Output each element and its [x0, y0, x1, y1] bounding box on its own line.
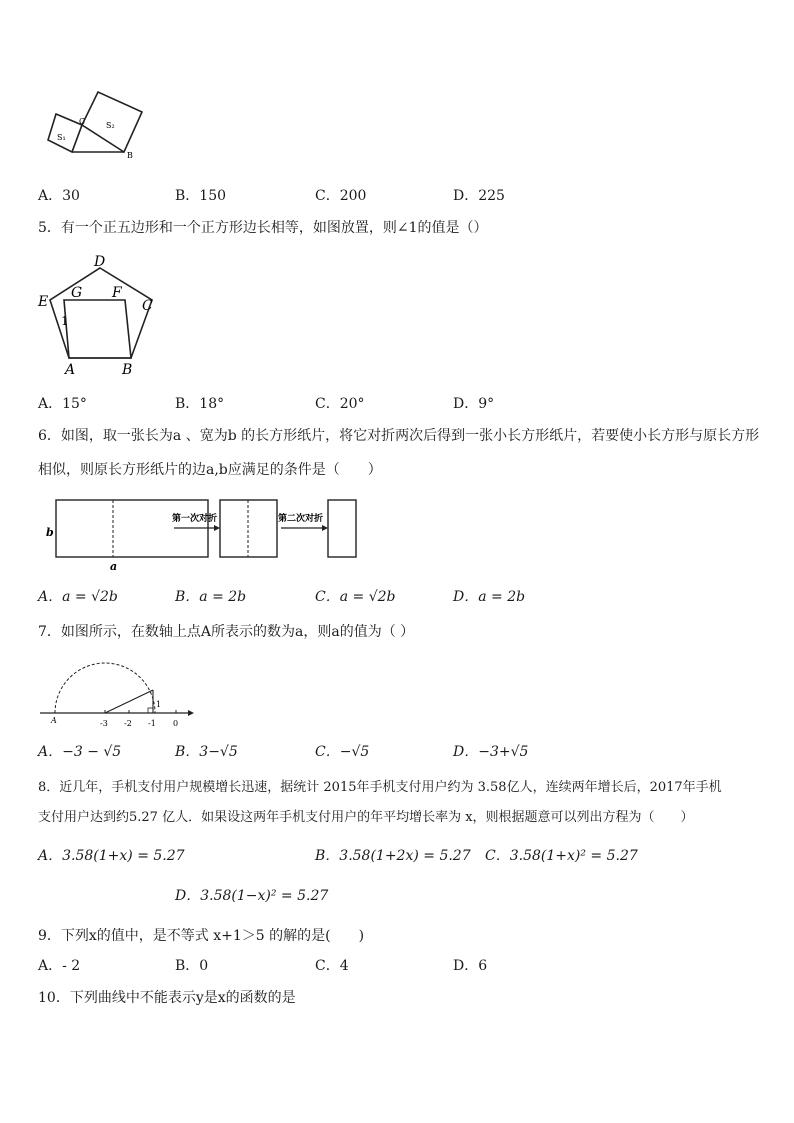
q5-label-g: G — [71, 285, 83, 301]
q4-option-a[interactable]: A．30 — [38, 188, 80, 204]
q8-option-d[interactable]: D．3.58(1−x)² = 5.27 — [175, 888, 329, 904]
q7-option-b[interactable]: B．3−√5 — [175, 744, 238, 760]
q6-option-b[interactable]: B．a = 2b — [175, 589, 247, 605]
q4-option-c[interactable]: C．200 — [315, 188, 367, 204]
q6-figure — [38, 496, 368, 576]
q4-label-c: C — [79, 117, 86, 126]
q6-label-a: a — [110, 560, 118, 573]
q8-option-c[interactable]: C．3.58(1+x)² = 5.27 — [485, 848, 638, 864]
q6-option-c[interactable]: C．a = √2b — [315, 589, 396, 605]
q7-stem: 7．如图所示，在数轴上点A所表示的数为a，则a的值为（ ） — [38, 624, 415, 640]
q5-label-c: C — [142, 298, 153, 314]
q8-option-b[interactable]: B．3.58(1+2x) = 5.27 — [315, 848, 471, 864]
q5-option-d[interactable]: D．9° — [453, 396, 495, 412]
q4-option-b[interactable]: B．150 — [175, 188, 227, 204]
q7-label-one: 1 — [156, 700, 162, 709]
q5-label-f: F — [112, 285, 122, 301]
q6-option-d[interactable]: D．a = 2b — [453, 589, 526, 605]
q6-option-a[interactable]: A．a = √2b — [38, 589, 118, 605]
q5-square — [64, 300, 131, 358]
q9-option-b[interactable]: B．0 — [175, 958, 209, 974]
q7-label-zero: 0 — [173, 719, 179, 728]
q6-stem-line2: 相似，则原长方形纸片的边a,b应满足的条件是（ ） — [38, 462, 382, 478]
q4-label-s2: S₂ — [106, 121, 115, 130]
q10-stem: 10．下列曲线中不能表示y是x的函数的是 — [38, 990, 296, 1006]
q6-stem-line1: 6．如图，取一张长为a 、宽为b 的长方形纸片，将它对折两次后得到一张小长方形纸片，若要使小长方形与原长方形 — [38, 428, 760, 444]
q4-label-s1: S₁ — [57, 133, 66, 142]
q5-label-d: D — [94, 254, 106, 270]
q7-option-c[interactable]: C．−√5 — [315, 744, 370, 760]
q4-label-b: B — [127, 151, 133, 160]
q7-label-n3: -3 — [100, 719, 108, 728]
q6-folded-once-rect — [220, 500, 277, 557]
q9-stem: 9．下列x的值中，是不等式 x+1＞5 的解的是( ) — [38, 928, 365, 944]
q9-option-c[interactable]: C．4 — [315, 958, 349, 974]
q6-folded-twice-rect — [328, 500, 356, 557]
q5-label-e: E — [38, 294, 49, 310]
q7-label-n1: -1 — [148, 719, 156, 728]
q7-dashed-arc — [55, 663, 155, 713]
q5-stem: 5．有一个正五边形和一个正方形边长相等，如图放置，则∠1的值是（） — [38, 220, 488, 236]
q5-option-b[interactable]: B．18° — [175, 396, 225, 412]
q7-label-n2: -2 — [124, 719, 132, 728]
q5-option-c[interactable]: C．20° — [315, 396, 365, 412]
q8-option-a[interactable]: A．3.58(1+x) = 5.27 — [38, 848, 185, 864]
q5-option-a[interactable]: A．15° — [38, 396, 87, 412]
q7-label-a: A — [51, 716, 57, 725]
q6-second-fold-label: 第二次对折 — [278, 514, 324, 524]
q7-hypotenuse — [105, 690, 153, 713]
q7-option-d[interactable]: D．−3+√5 — [453, 744, 529, 760]
q6-arrow-1-head — [214, 525, 220, 531]
q8-stem-line1: 8．近几年，手机支付用户规模增长迅速，据统计 2015年手机支付用户约为 3.58亿人，连续两年增长后，2017年手机 — [38, 780, 722, 795]
q7-axis-arrow — [188, 710, 194, 716]
q4-figure — [38, 90, 148, 165]
q8-stem-line2: 支付用户达到约5.27 亿人．如果设这两年手机支付用户的年平均增长率为 x，则根据题意可以列出方程为（ ） — [38, 810, 694, 825]
q5-label-1: 1 — [61, 314, 69, 328]
q5-label-b: B — [122, 362, 133, 378]
q4-option-d[interactable]: D．225 — [453, 188, 505, 204]
q4-triangle-side — [72, 125, 82, 152]
q5-figure — [38, 252, 168, 377]
q5-label-a: A — [65, 362, 76, 378]
q9-option-a[interactable]: A．- 2 — [38, 958, 81, 974]
q6-first-fold-label: 第一次对折 — [172, 514, 218, 524]
q9-option-d[interactable]: D．6 — [453, 958, 488, 974]
q6-label-b: b — [46, 526, 54, 539]
q7-option-a[interactable]: A．−3 − √5 — [38, 744, 122, 760]
q7-right-angle-mark — [148, 708, 153, 713]
q7-figure — [38, 646, 198, 730]
q6-arrow-2-head — [322, 525, 328, 531]
